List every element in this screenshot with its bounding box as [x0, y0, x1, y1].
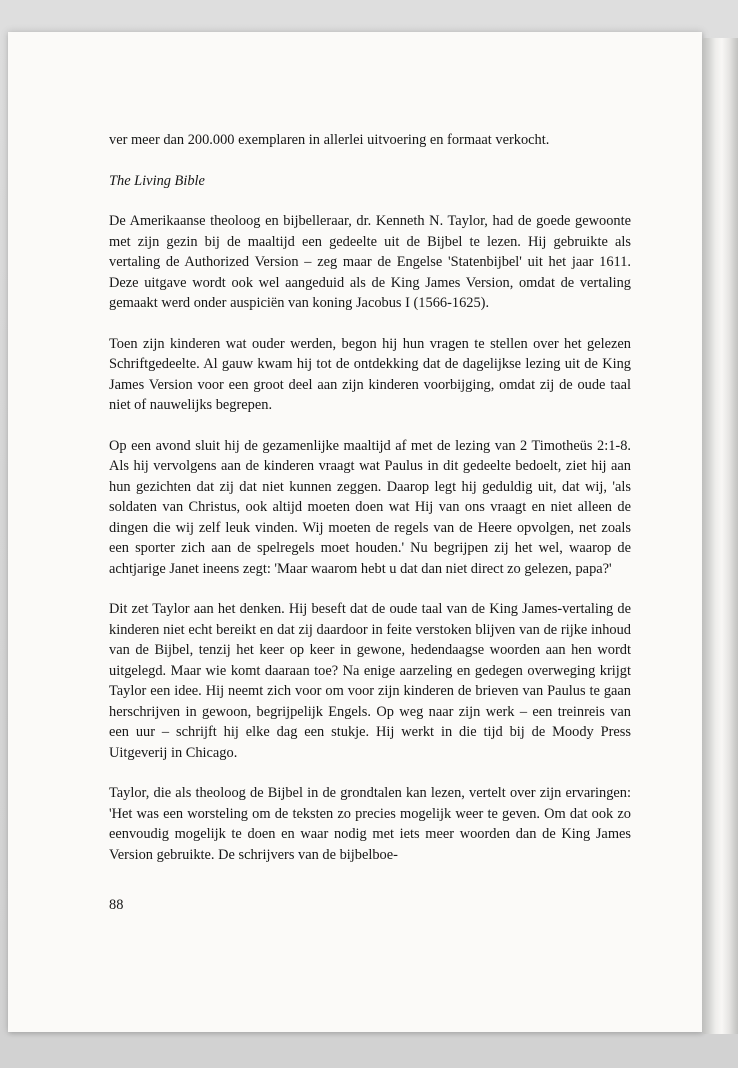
page-text-block [109, 130, 631, 916]
paragraph: Toen zijn kinderen wat ouder werden, begon hij hun vragen te stellen over het gelezen Schriftgedeelte. Al gauw kwam hij tot de ontdekking dat de dagelijkse lezing uit de King James Version voor een groot deel aan zijn kinderen voorbijging, omdat zij de oude taal niet of nauwelijks begrepen. [109, 335, 631, 413]
paragraph: De Amerikaanse theoloog en bijbelleraar, dr. Kenneth N. Taylor, had de goede gewoonte met zijn gezin bij de maaltijd een gedeelte uit de Bijbel te lezen. Hij gebruikte als vertaling de Authorized Version – zeg maar de Engelse 'Statenbijbel' uit het jaar 1611. Deze uitgave wordt ook wel aangeduid als de King James Version, omdat de vertaling gemaakt werd onder auspiciën van koning Jacobus I (1566-1625). [109, 213, 631, 311]
book-page [8, 32, 702, 1032]
paragraph: Dit zet Taylor aan het denken. Hij beseft dat de oude taal van de King James-vertaling de kinderen niet echt bereikt en dat zij daardoor in feite verstoken blijven van de rijke inhoud van de Bijbel, tenzij het keer op keer in gewone, hedendaagse woorden aan hen wordt uitgelegd. Maar wie komt daaraan toe? Na enige aarzeling en gedegen overweging krijgt Taylor een idee. Hij neemt zich voor om voor zijn kinderen de brieven van Paulus te gaan herschrijven in gewoon, begrijpelijk Engels. Op weg naar zijn werk – een treinreis van een uur – schrijft hij elke dag een stukje. Hij werkt in die tijd bij de Moody Press Uitgeverij in Chicago. [109, 601, 631, 761]
section-heading: The Living Bible [109, 172, 205, 189]
book-page-edge [702, 38, 738, 1034]
page-number: 88 [109, 897, 124, 913]
paragraph: Op een avond sluit hij de gezamenlijke maaltijd af met de lezing van 2 Timotheüs 2:1-8. Als hij vervolgens aan de kinderen vraagt wat Paulus in dit gedeelte bedoelt, ziet hij aan hun gezichten dat zij dat niet kunnen zeggen. Daarop legt hij geduldig uit, dat wij, 'als soldaten van Christus, ook altijd moeten doen wat Hij van ons vraagt en niet alleen de dingen die wij zelf leuk vinden. Wij moeten de regels van de Heere opvolgen, net zoals een sporter zich aan de spelregels moet houden.' Nu begrijpen zij het wel, waarop de achtjarige Janet ineens zegt: 'Maar waarom hebt u dat dan niet direct zo gelezen, papa?' [109, 437, 631, 577]
continued-paragraph-line: ver meer dan 200.000 exemplaren in allerlei uitvoering en formaat verkocht. [109, 132, 550, 148]
paragraph: Taylor, die als theoloog de Bijbel in de grondtalen kan lezen, vertelt over zijn ervaringen: 'Het was een worsteling om de teksten zo precies mogelijk weer te geven. Om dat ook zo eenvoudig mogelijk te doen en waar nodig met iets meer woorden dan de King James Version gebruikte. De schrijvers van de bijbelboe- [109, 785, 631, 863]
